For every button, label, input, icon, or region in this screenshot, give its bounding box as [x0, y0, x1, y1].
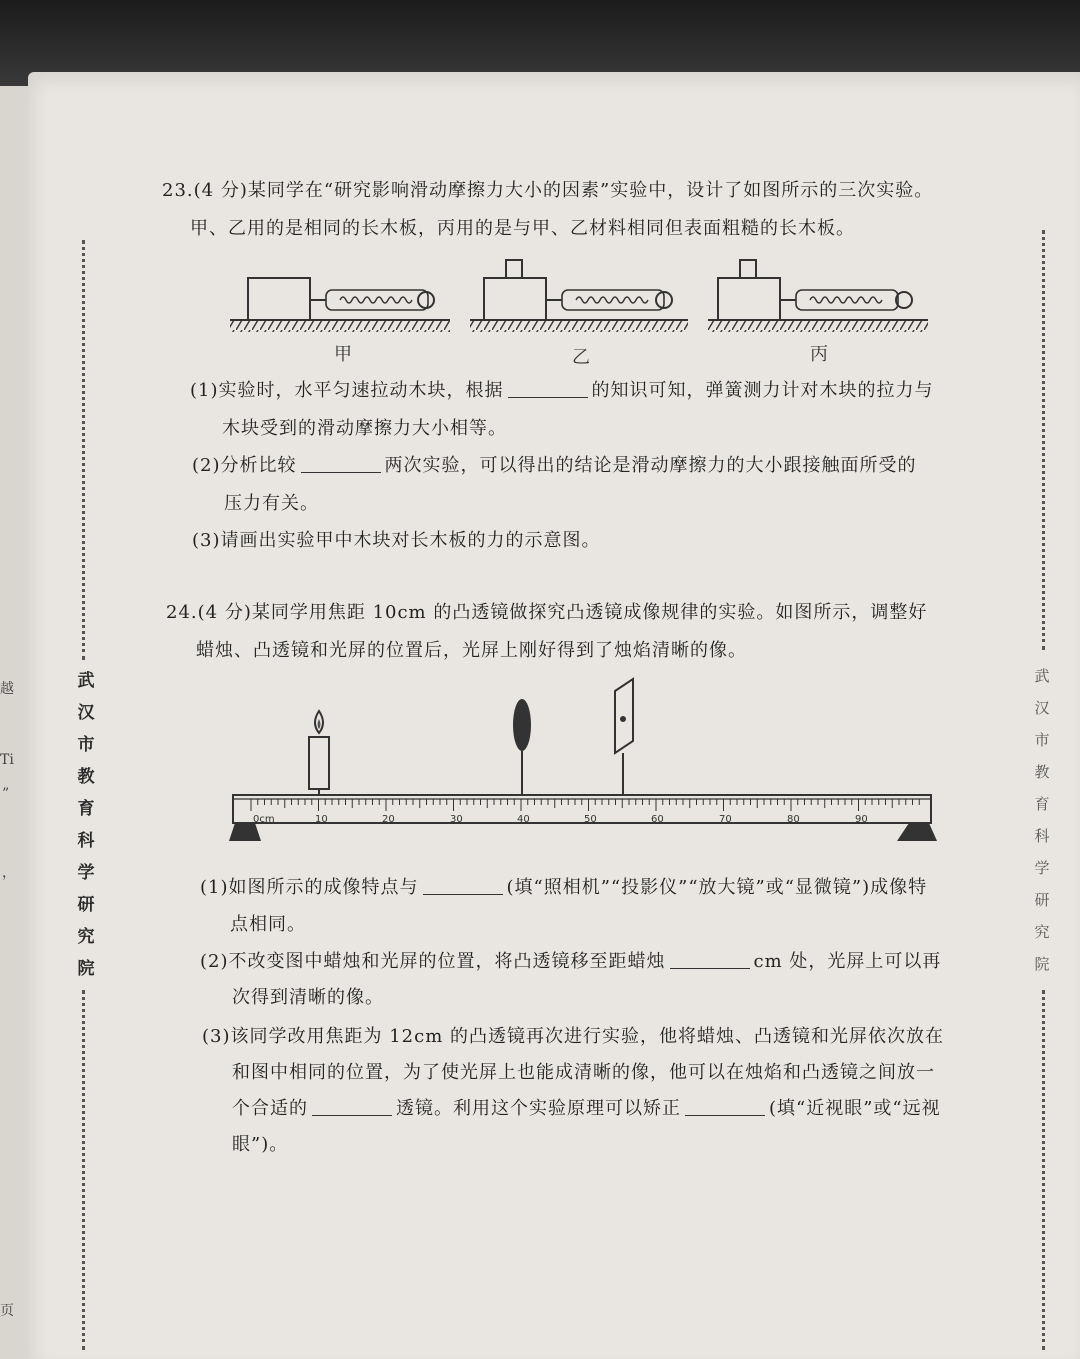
ruler-label: 10	[315, 814, 328, 825]
ruler-label: 70	[719, 814, 732, 825]
ruler-label: 40	[517, 814, 530, 825]
ruler-label: 80	[787, 814, 800, 825]
edge-char: ，	[2, 865, 16, 881]
answer-blank[interactable]	[685, 1097, 765, 1116]
ruler-label: 50	[584, 814, 597, 825]
q23-sub3: (3)请画出实验甲中木块对长木板的力的示意图。	[192, 530, 601, 551]
q24-sub3-line3: 个合适的 透镜。利用这个实验原理可以矫正 (填“近视眼”或“远视	[232, 1098, 941, 1119]
optical-bench-figure	[225, 675, 940, 845]
q24-sub3-line2: 和图中相同的位置，为了使光屏上也能成清晰的像，他可以在烛焰和凸透镜之间放一	[232, 1062, 935, 1083]
ruler-label: 60	[651, 814, 664, 825]
q24-sub2-line2: 次得到清晰的像。	[232, 987, 384, 1008]
answer-blank[interactable]	[312, 1097, 392, 1116]
answer-blank[interactable]	[670, 950, 750, 969]
q24-sub1-line1: (1)如图所示的成像特点与 (填“照相机”“投影仪”“放大镜”或“显微镜”)成像特	[200, 877, 928, 898]
convex-lens	[513, 699, 531, 795]
edge-char: ”	[2, 786, 10, 802]
q24-line2: 蜡烛、凸透镜和光屏的位置后，光屏上刚好得到了烛焰清晰的像。	[196, 640, 747, 661]
q24-sub1-line2: 点相同。	[230, 914, 306, 935]
q24-sub2-line1: (2)不改变图中蜡烛和光屏的位置，将凸透镜移至距蜡烛 cm 处，光屏上可以再	[200, 951, 942, 972]
answer-blank[interactable]	[508, 379, 588, 398]
q24-sub3-line1: (3)该同学改用焦距为 12cm 的凸透镜再次进行实验，他将蜡烛、凸透镜和光屏依次放在	[202, 1026, 944, 1047]
q24-head: 24.(4 分)某同学用焦距 10cm 的凸透镜做探究凸透镜成像规律的实验。如图所示，调整好	[166, 602, 928, 623]
fig-label-bing: 丙	[810, 344, 828, 365]
binding-dots-left-bottom	[82, 990, 89, 1350]
candle	[309, 711, 329, 795]
ruler-label: 30	[450, 814, 463, 825]
light-screen	[615, 679, 633, 795]
friction-experiment-figure	[220, 250, 940, 340]
answer-blank[interactable]	[301, 454, 381, 473]
q23-sub1-line2: 木块受到的滑动摩擦力大小相等。	[222, 418, 507, 439]
fig-label-yi: 乙	[572, 347, 590, 368]
answer-blank[interactable]	[423, 876, 503, 895]
setup-jia	[230, 278, 450, 332]
q23-sub2-line2: 压力有关。	[224, 493, 319, 514]
binding-dots-right-bottom	[1042, 990, 1049, 1350]
side-label-left: 武 汉 市 教 育 科 学 研 究 院	[77, 671, 95, 979]
side-label-right: 武 汉 市 教 育 科 学 研 究 院	[1034, 667, 1050, 973]
q23-sub2-line1: (2)分析比较 两次实验，可以得出的结论是滑动摩擦力的大小跟接触面所受的	[192, 455, 917, 476]
q24-sub3-line4: 眼”)。	[232, 1134, 289, 1155]
q23-sub1-line1: (1)实验时，水平匀速拉动木块，根据 的知识可知，弹簧测力计对木块的拉力与	[190, 380, 934, 401]
binding-dots-right-top	[1042, 230, 1049, 650]
ruler-label: 20	[382, 814, 395, 825]
ruler-label: 0cm	[253, 814, 275, 825]
edge-char: Ti	[0, 752, 14, 768]
edge-char: 页	[0, 1303, 14, 1319]
optical-bench	[229, 795, 937, 841]
fig-label-jia: 甲	[334, 344, 352, 365]
edge-char: 越	[0, 681, 14, 697]
q23-head: 23.(4 分)某同学在“研究影响滑动摩擦力大小的因素”实验中，设计了如图所示的三次实验。	[162, 180, 934, 201]
binding-dots-left-top	[82, 240, 89, 660]
setup-bing	[708, 260, 928, 332]
q23-line2: 甲、乙用的是相同的长木板，丙用的是与甲、乙材料相同但表面粗糙的长木板。	[190, 218, 855, 239]
ruler-label: 90	[855, 814, 868, 825]
setup-yi	[470, 260, 688, 332]
